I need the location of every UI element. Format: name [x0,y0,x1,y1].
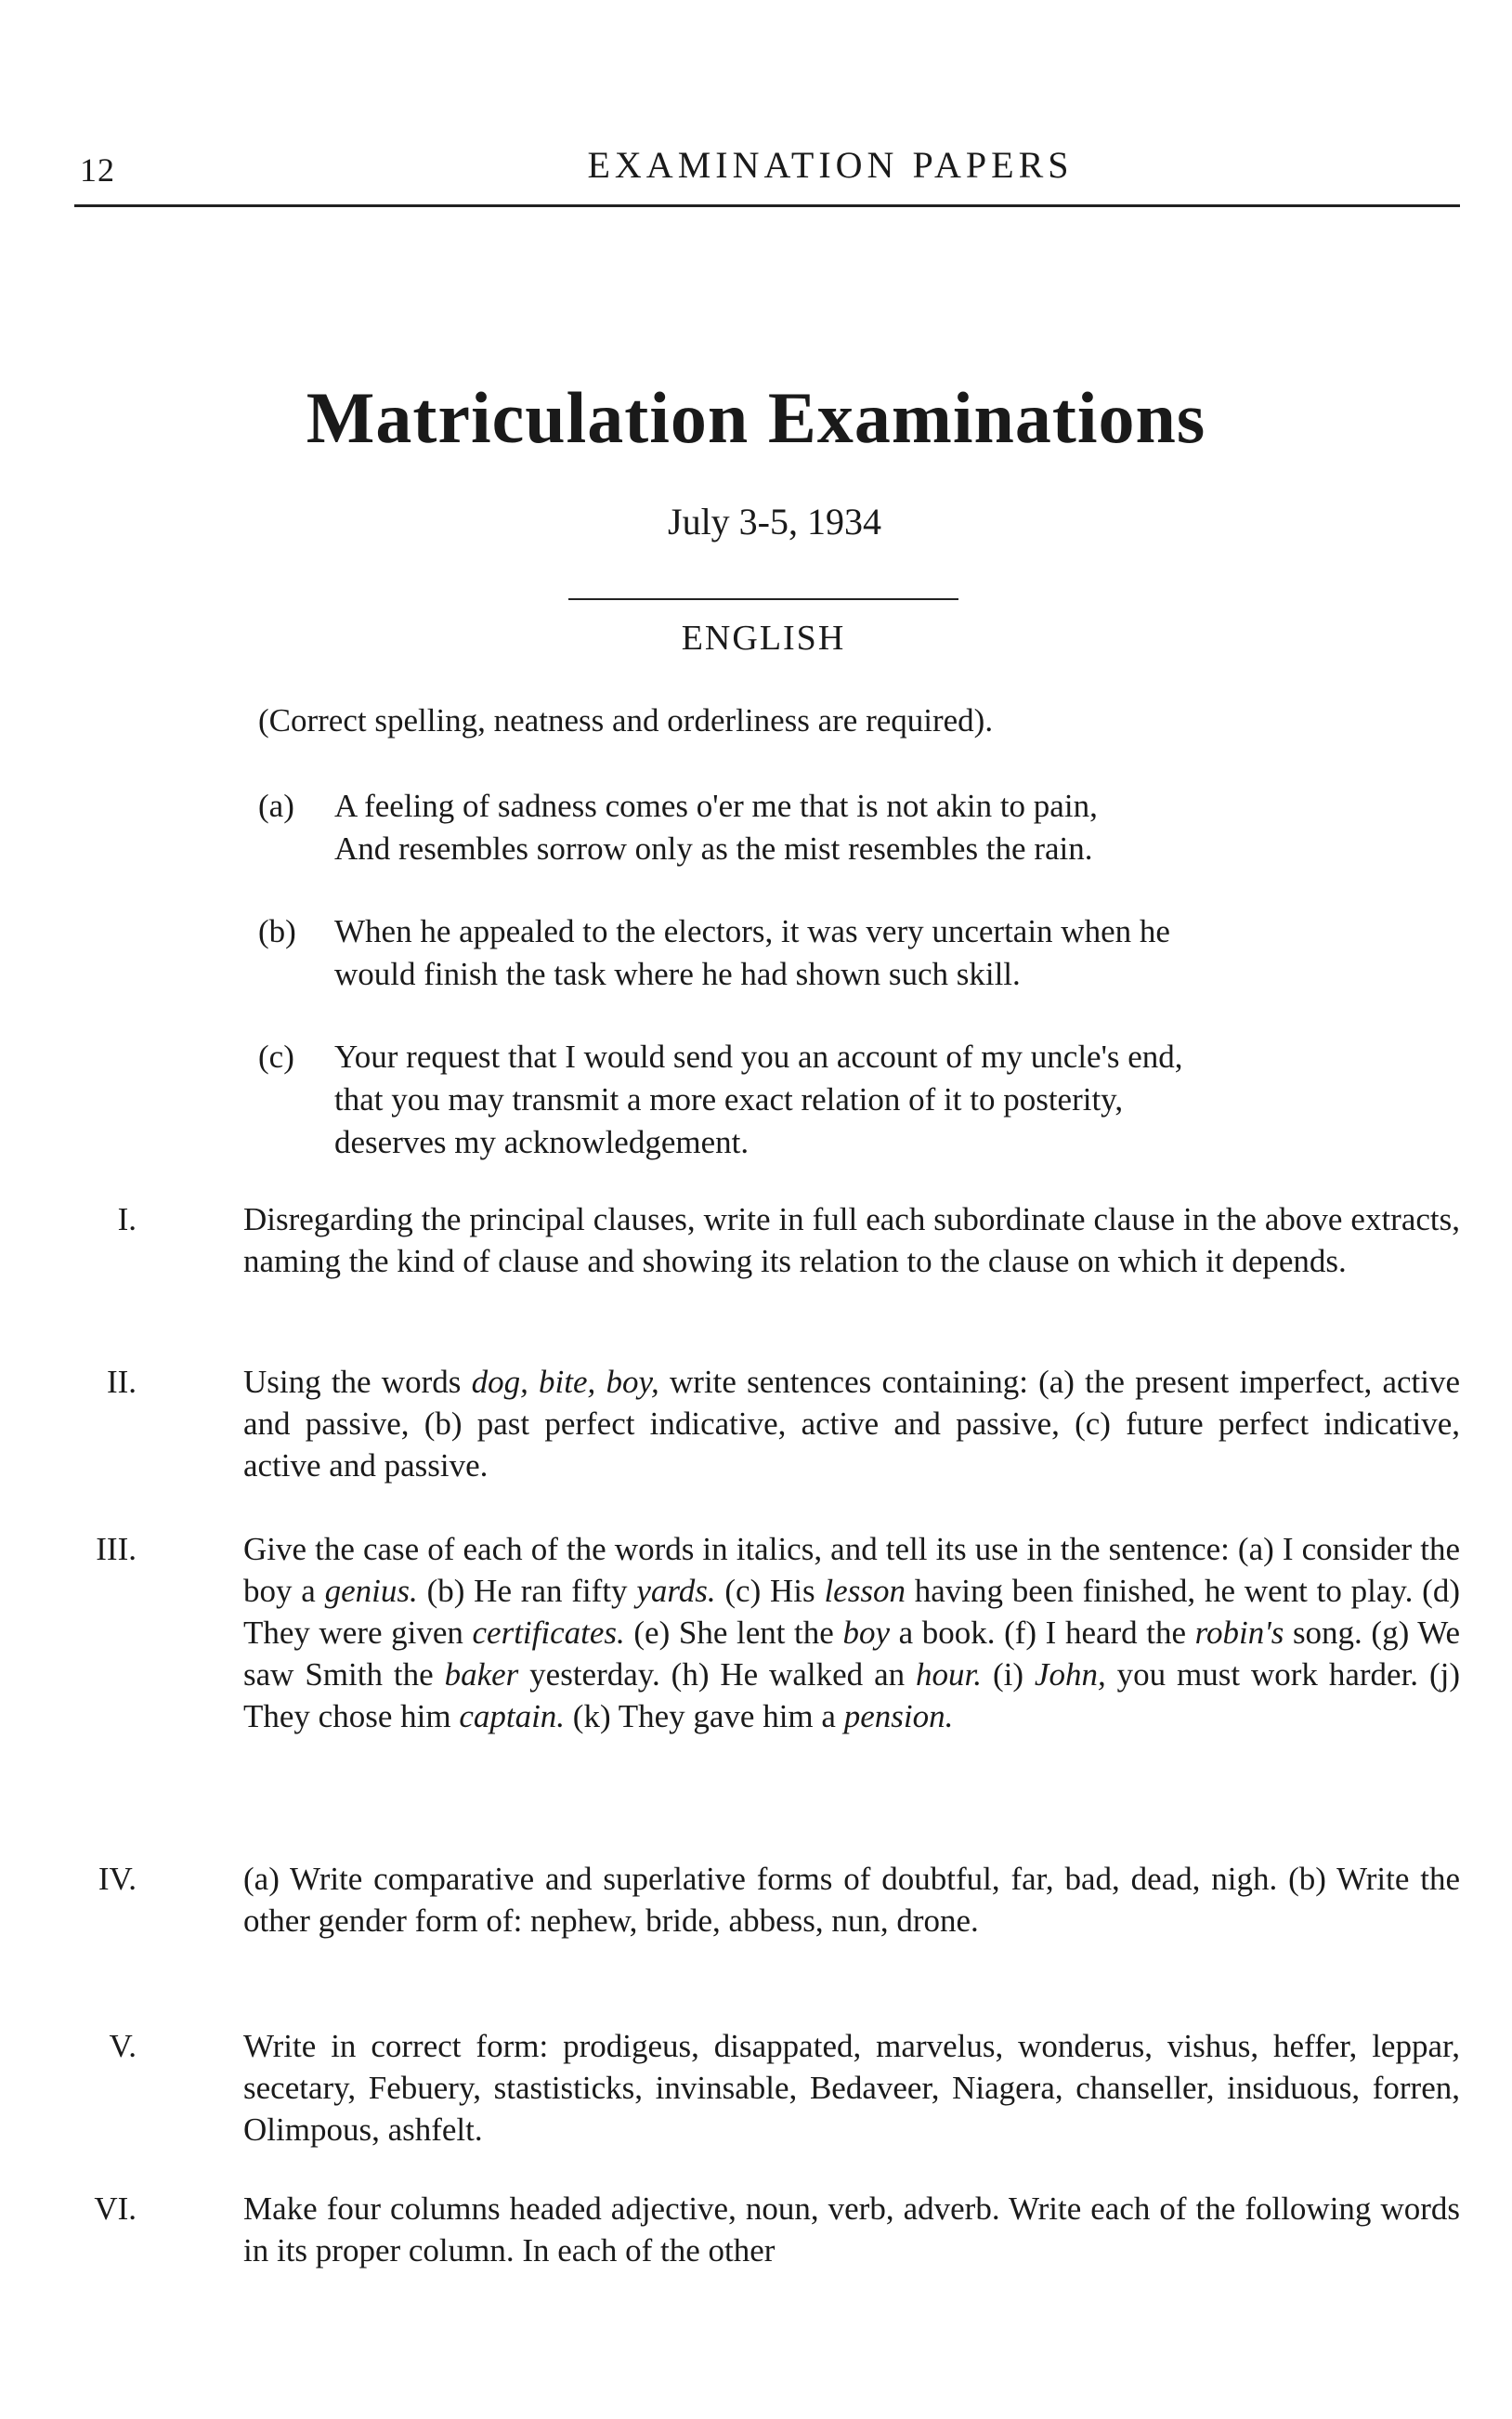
text-run: (b) He ran fifty [417,1573,637,1609]
question-number: III. [96,1531,137,1567]
extract-a [258,785,1466,870]
extract-b [258,910,1466,996]
running-title: EXAMINATION PAPERS [587,144,1074,186]
subject-heading: ENGLISH [681,619,846,658]
question-5 [109,2025,1460,2151]
question-text [243,1528,1460,1737]
extract-c [258,1036,1466,1164]
question-2 [106,1361,1461,1486]
text-run: you must work harder. (j) They chose him [243,1656,1460,1734]
text-run: Using the words [243,1364,472,1400]
italic-word: certificates. [472,1615,625,1651]
text-run: yesterday. (h) He walked an [518,1656,917,1693]
question-1 [117,1198,1460,1282]
italic-word: captain. [459,1698,566,1734]
text-run: Give the case of each of the words in italics, and tell its use in the sentence: (a) I consider the boy a [243,1531,1460,1609]
extract-text: When he appealed to the electors, it was very uncertain when he would finish the task where he had shown such skill. [334,913,1170,992]
header-rule [74,204,1460,207]
page-number: 12 [80,151,115,189]
text-run: a book. (f) I heard the [889,1615,1195,1651]
exam-date: July 3-5, 1934 [668,501,881,543]
question-text [243,1361,1460,1486]
question-4 [98,1858,1460,1942]
italic-word: baker [444,1656,519,1693]
question-number: I. [117,1201,137,1237]
italic-word: hour. [916,1656,983,1693]
italic-word: genius. [324,1573,418,1609]
title-divider [568,598,958,600]
instruction-note: (Correct spelling, neatness and orderliness are required). [258,702,994,739]
question-text: (a) Write comparative and superlative forms of doubtful, far, bad, dead, nigh. (b) Write the other gender form of: nephew, bride, abbess, nun, drone. [243,1861,1460,1939]
italic-word: John, [1034,1656,1106,1693]
question-text: Write in correct form: prodigeus, disappated, marvelus, wonderus, vishus, heffer, leppar, secetary, Febuery, stastisticks, invinsable, Bedaveer, Niagera, chanseller, insiduous, forren, Olimpous, ashfelt. [243,2028,1460,2148]
italic-word: lesson [824,1573,906,1609]
question-number: IV. [98,1861,137,1897]
question-6 [94,2188,1460,2271]
question-3 [96,1528,1460,1737]
text-run: song. (g) We saw Smith the [243,1615,1460,1693]
italic-word: pension. [843,1698,954,1734]
extract-label: (b) [258,913,296,949]
extract-text: A feeling of sadness comes o'er me that is not akin to pain, And resembles sorrow only as the mist resembles the rain. [334,788,1098,867]
text-run: having been finished, he went to play. (d) They were given [243,1573,1460,1651]
italic-word: robin's [1194,1615,1284,1651]
italic-word: boy [842,1615,890,1651]
italic-word: yards. [636,1573,716,1609]
text-run: write sentences containing: (a) the present imperfect, active and passive, (b) past perfect indicative, active and passive, (c) future perfect indicative, active and passive. [243,1364,1461,1484]
question-number: II. [106,1364,137,1400]
extract-text: Your request that I would send you an account of my uncle's end, that you may transmit a more exact relation of it to posterity, deserves my acknowledgement. [334,1039,1183,1160]
italic-word: dog, bite, boy, [471,1364,659,1400]
extract-label: (c) [258,1039,294,1075]
text-run: (e) She lent the [624,1615,843,1651]
page-title: Matriculation Examinations [306,377,1206,458]
text-run: (k) They gave him a [565,1698,844,1734]
question-text: Disregarding the principal clauses, write in full each subordinate clause in the above extracts, naming the kind of clause and showing its relation to the clause on which it depends. [243,1201,1460,1279]
text-run: (i) [982,1656,1035,1693]
question-number: V. [109,2028,137,2064]
extract-label: (a) [258,788,294,824]
question-number: VI. [94,2190,137,2227]
text-run: (c) His [715,1573,825,1609]
question-text: Make four columns headed adjective, noun, verb, adverb. Write each of the following words in its proper column. In each of the other [243,2190,1460,2269]
